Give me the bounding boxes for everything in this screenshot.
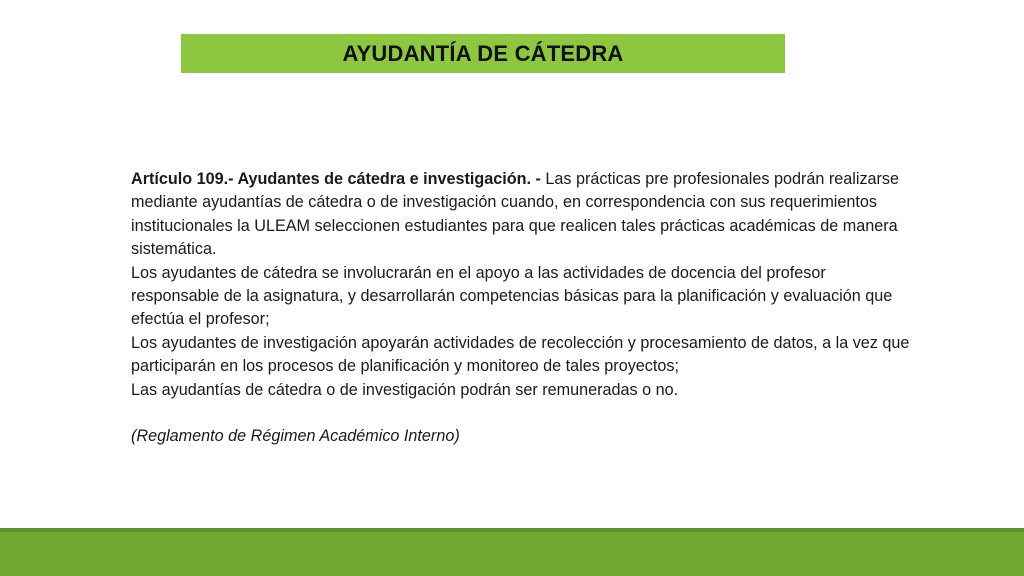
paragraph-catedra: Los ayudantes de cátedra se involucrarán en el apoyo a las actividades de docencia del profesor responsable de la asignatura, y desarrollarán competencias básicas para la planificación y evaluación que efectúa el profesor; xyxy=(131,263,893,329)
article-paragraph xyxy=(131,168,911,262)
title-bar xyxy=(181,34,785,73)
article-lead: Artículo 109.- Ayudantes de cátedra e investigación. - xyxy=(131,170,541,188)
slide-title: AYUDANTÍA DE CÁTEDRA xyxy=(342,40,624,66)
citation: (Reglamento de Régimen Académico Interno) xyxy=(131,427,460,446)
paragraph-remuneracion: Las ayudantías de cátedra o de investigación podrán ser remuneradas o no. xyxy=(131,380,679,399)
paragraph-investigacion: Los ayudantes de investigación apoyarán actividades de recolección y procesamiento de datos, a la vez que participarán en los procesos de planificación y monitoreo de tales proyectos; xyxy=(131,333,910,376)
article-text: Las prácticas pre profesionales podrán realizarse mediante ayudantías de cátedra o de investigación cuando, en correspondencia con sus requerimientos institucionales la ULEAM seleccionen estudiantes para que realicen tales prácticas académicas de manera sistemática. xyxy=(131,170,900,259)
bottom-band xyxy=(0,532,1024,576)
spacer xyxy=(131,402,911,425)
body-text xyxy=(131,168,911,449)
